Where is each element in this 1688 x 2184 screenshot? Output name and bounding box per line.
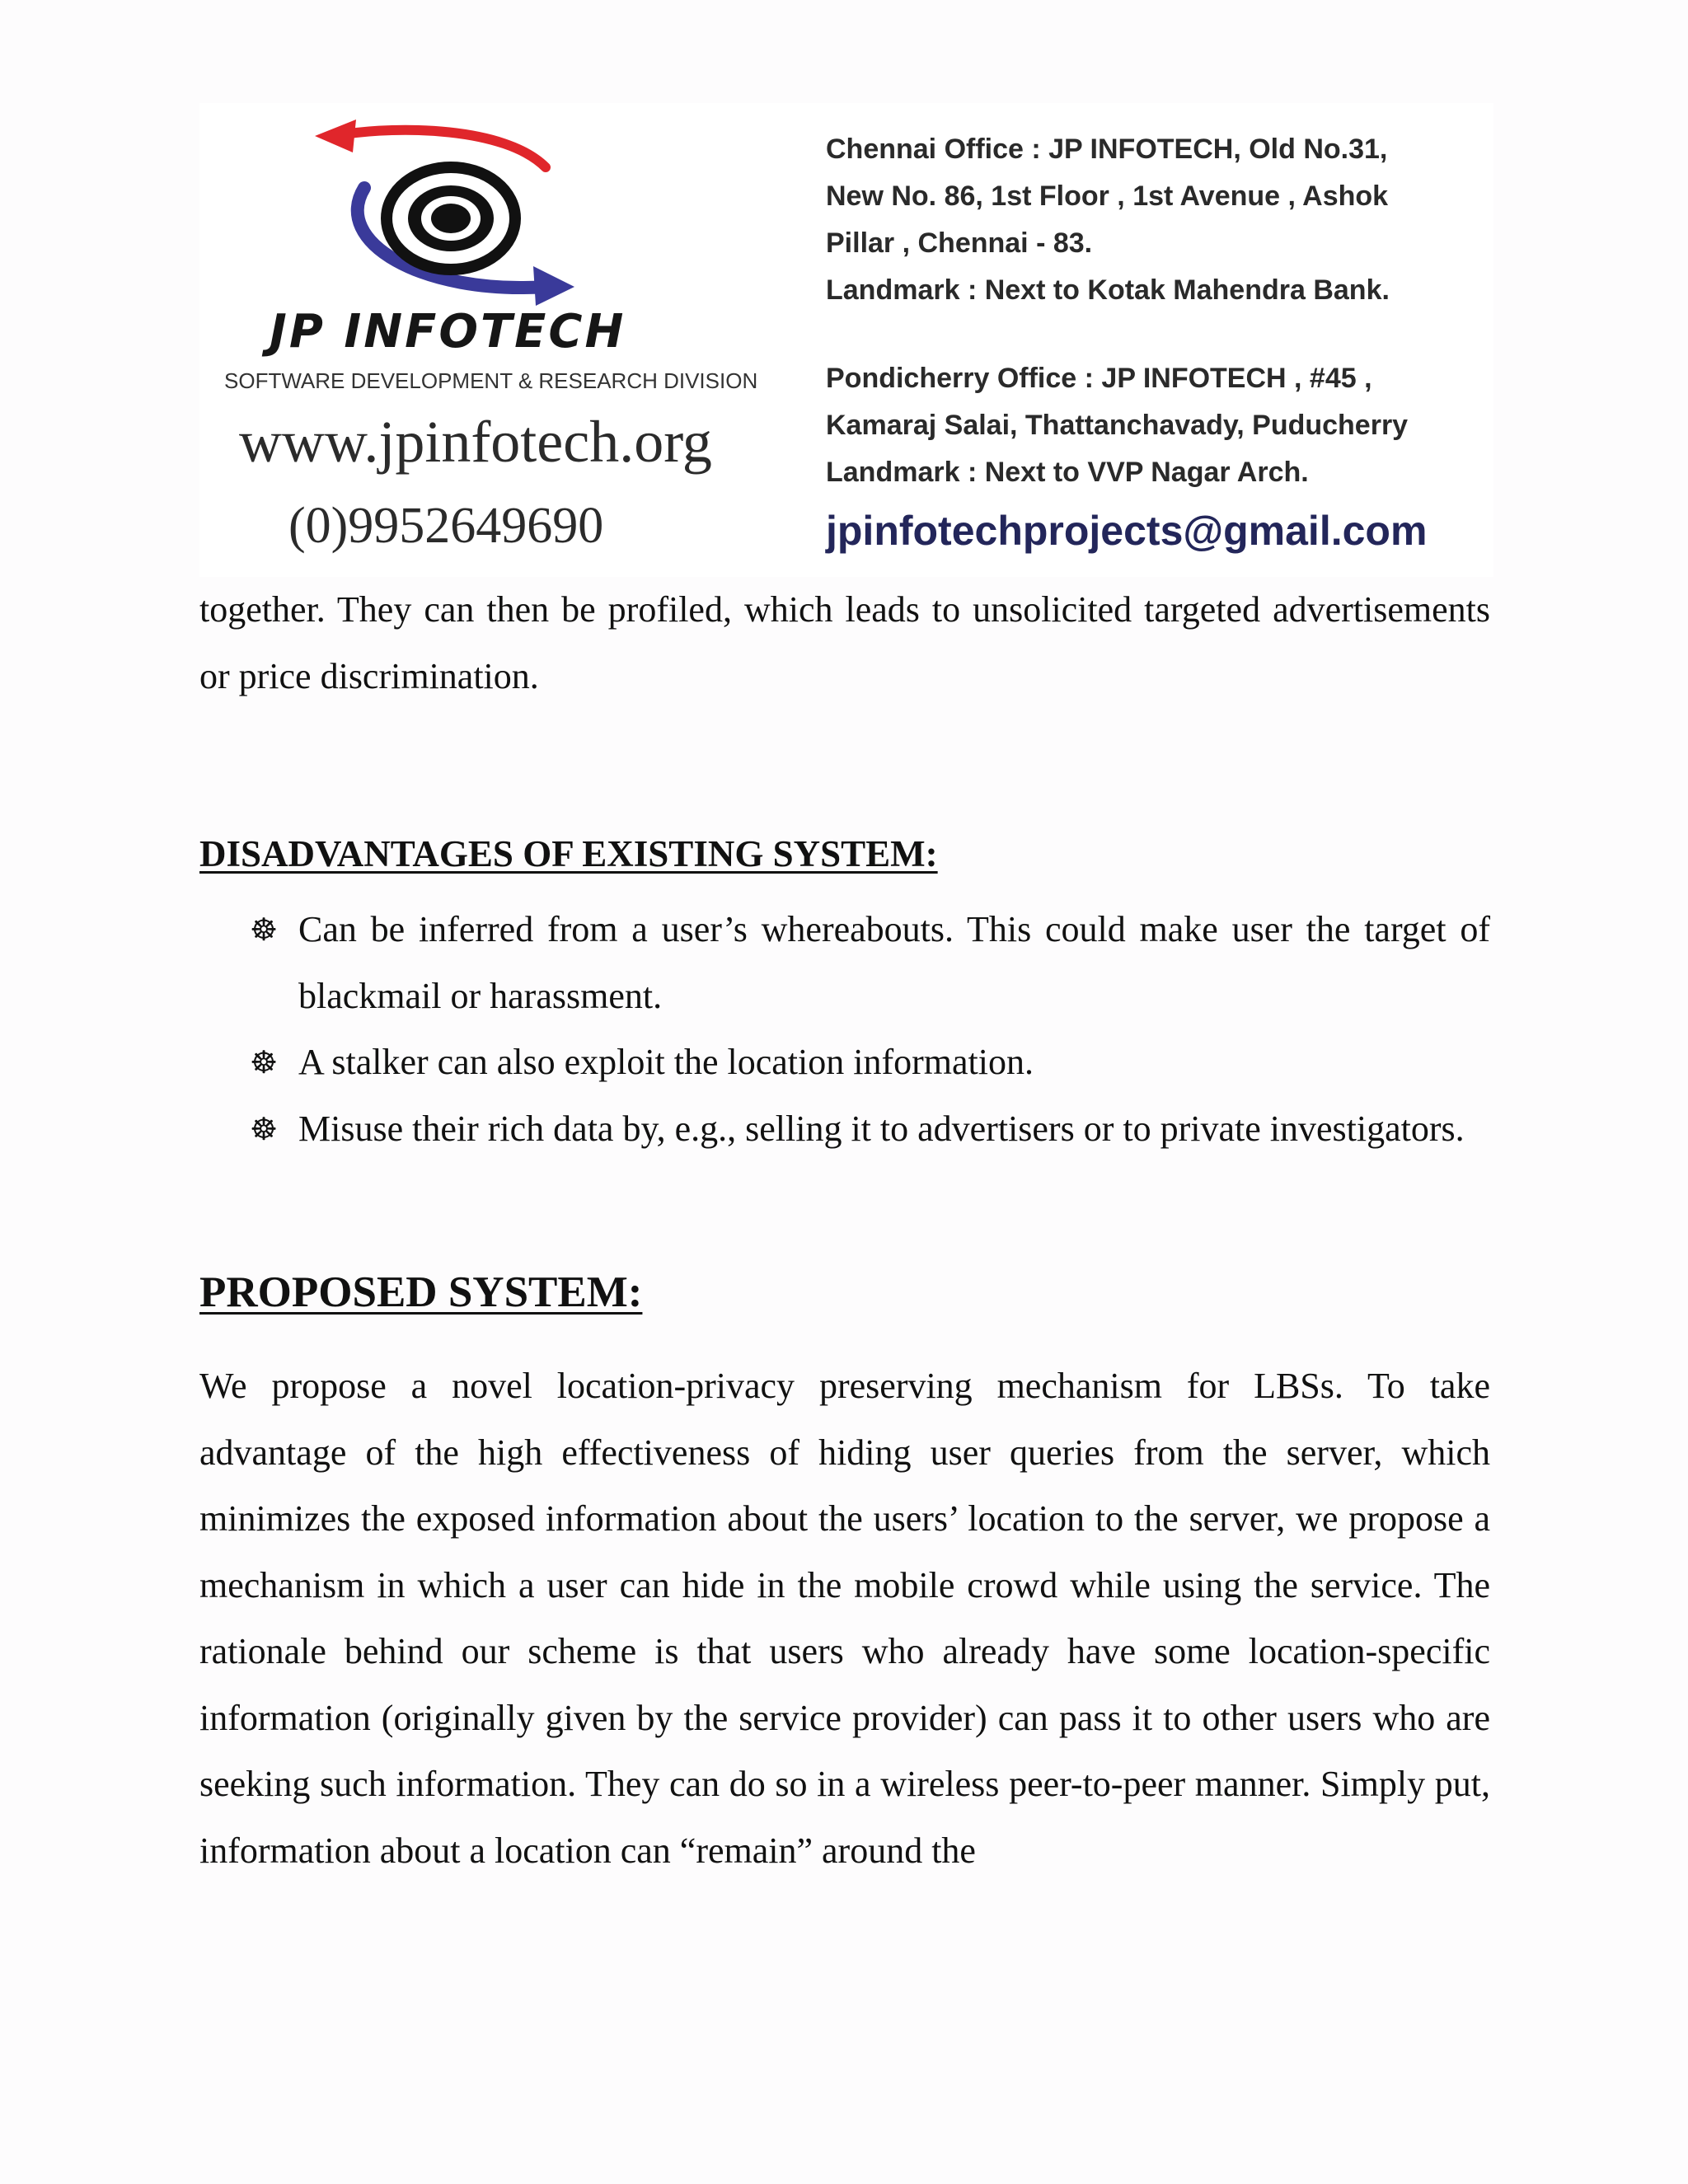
brand-phone: (0)9952649690 (288, 498, 604, 554)
address-line: Landmark : Next to Kotak Mahendra Bank. (826, 274, 1390, 306)
chennai-office-address (826, 126, 1485, 314)
address-line: Kamaraj Salai, Thattanchavady, Puducherry (826, 410, 1409, 441)
dharma-wheel-icon: ☸ (250, 912, 279, 948)
brand-name: JP INFOTECH (270, 305, 626, 359)
intro-paragraph: together. They can then be profiled, which leads to unsolicited targeted advertisements or price discrimination. (199, 589, 1490, 696)
address-line: Pondicherry Office : JP INFOTECH , #45 , (826, 363, 1372, 394)
address-line: Chennai Office : JP INFOTECH, Old No.31, (826, 134, 1388, 165)
contact-email: jpinfotechprojects@gmail.com (826, 508, 1428, 554)
list-item (199, 897, 1490, 1029)
dharma-wheel-icon: ☸ (250, 1044, 279, 1080)
list-item-text: A stalker can also exploit the location information. (298, 1042, 1034, 1082)
jp-infotech-logo-icon (298, 118, 595, 316)
disadvantages-heading: DISADVANTAGES OF EXISTING SYSTEM: (199, 833, 938, 874)
proposed-system-heading: PROPOSED SYSTEM: (199, 1268, 643, 1316)
letterhead-banner (199, 103, 1493, 577)
list-item-text: Misuse their rich data by, e.g., selling it to advertisers or to private investigators. (298, 1108, 1465, 1149)
address-line: Landmark : Next to VVP Nagar Arch. (826, 457, 1309, 488)
list-item-text: Can be inferred from a user’s whereabouts. This could make user the target of blackmail or harassment. (298, 909, 1490, 1016)
document-body (199, 577, 1490, 1884)
address-line: New No. 86, 1st Floor , 1st Avenue , Ashok (826, 180, 1389, 212)
address-line: Pillar , Chennai - 83. (826, 227, 1093, 259)
list-item (199, 1029, 1490, 1096)
pondicherry-office-address (826, 355, 1485, 496)
proposed-system-paragraph: We propose a novel location-privacy preserving mechanism for LBSs. To take advantage of the high effectiveness of hiding user queries from the server, which minimizes the exposed information about the users’ location to the server, we propose a mechanism in which a user can hide in the mobile crowd while using the service. The rationale behind our scheme is that users who already have some location-specific information (originally given by the service provider) can pass it to other users who are seeking such information. They can do so in a wireless peer-to-peer manner. Simply put, information about a location can “remain” around the (199, 1366, 1490, 1871)
dharma-wheel-icon: ☸ (250, 1110, 279, 1147)
list-item (199, 1096, 1490, 1163)
brand-website: www.jpinfotech.org (239, 409, 712, 475)
disadvantages-list (199, 897, 1490, 1162)
brand-tagline: SOFTWARE DEVELOPMENT & RESEARCH DIVISION (224, 368, 758, 393)
